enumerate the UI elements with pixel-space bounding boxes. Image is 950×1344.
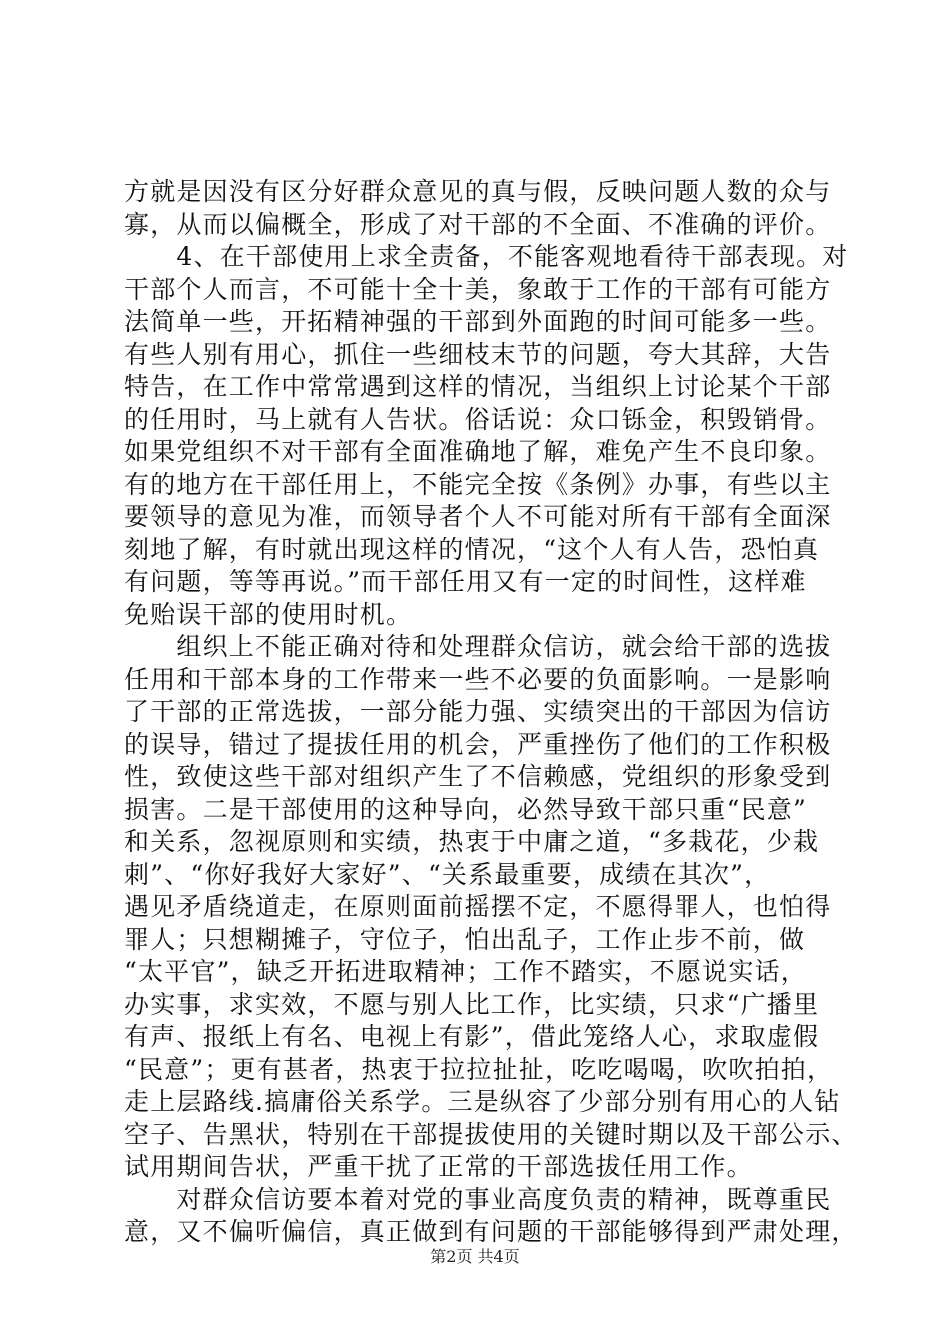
page-footer <box>0 1244 950 1267</box>
text-line: 性，致使这些干部对组织产生了不信赖感，党组织的形象受到 <box>124 762 832 791</box>
text-line: 遇见矛盾绕道走，在原则面前摇摆不定，不愿得罪人，也怕得 <box>124 892 832 921</box>
body-text <box>124 176 858 1249</box>
text-line: 走上层路线.搞庸俗关系学。三是纵容了少部分别有用心的人钻 <box>124 1087 841 1116</box>
text-line: 和关系，忽视原则和实绩，热衷于中庸之道，“多栽花，少栽 <box>124 827 820 856</box>
text-line: 损害。二是干部使用的这种导向，必然导致干部只重“民意” <box>124 794 807 824</box>
text-line: “太平官”，缺乏开拓进取精神；工作不踏实，不愿说实话， <box>124 957 807 986</box>
text-line: 免贻误干部的使用时机。 <box>124 599 413 629</box>
text-line: 有声、报纸上有名、电视上有影”，借此笼络人心，求取虚假 <box>124 1022 820 1051</box>
text-line: 有些人别有用心，抓住一些细枝末节的问题，夸大其辞，大告 <box>124 339 832 369</box>
text-line: 组织上不能正确对待和处理群众信访，就会给干部的选拔 <box>124 632 832 661</box>
text-line: 的误导，错过了提拔任用的机会，严重挫伤了他们的工作积极 <box>124 729 832 759</box>
text-line: 刺”、“你好我好大家好”、“关系最重要，成绩在其次”， <box>124 859 771 889</box>
text-line: 了干部的正常选拔，一部分能力强、实绩突出的干部因为信访 <box>124 697 832 726</box>
text-line: 办实事，求实效，不愿与别人比工作，比实绩，只求“广播里 <box>124 989 820 1019</box>
text-line: 罪人；只想糊摊子，守位子，怕出乱子，工作止步不前，做 <box>124 924 806 954</box>
text-line: 干部个人而言，不可能十全十美，象敢于工作的干部有可能方 <box>124 274 832 304</box>
text-line: 任用和干部本身的工作带来一些不必要的负面影响。一是影响 <box>124 664 832 694</box>
text-line: 有的地方在干部任用上，不能完全按《条例》办事，有些以主 <box>124 469 832 499</box>
text-line: 有问题，等等再说。”而干部任用又有一定的时间性，这样难 <box>124 567 807 596</box>
text-line: 要领导的意见为准，而领导者个人不可能对所有干部有全面深 <box>124 502 832 531</box>
text-line: 特告，在工作中常常遇到这样的情况，当组织上讨论某个干部 <box>124 372 832 401</box>
page-number-label: 第2页 共4页 <box>430 1247 520 1266</box>
text-line: “民意”；更有甚者，热衷于拉拉扯扯，吃吃喝喝，吹吹拍拍， <box>124 1054 834 1084</box>
text-line: 刻地了解，有时就出现这样的情况，“这个人有人告，恐怕真 <box>124 534 820 564</box>
text-line: 试用期间告状，严重干扰了正常的干部选拔任用工作。 <box>124 1152 753 1181</box>
text-line: 寡，从而以偏概全，形成了对干部的不全面、不准确的评价。 <box>124 209 832 239</box>
text-line: 的任用时，马上就有人告状。俗话说：众口铄金，积毁销骨。 <box>124 404 832 434</box>
text-line: 方就是因没有区分好群众意见的真与假，反映问题人数的众与 <box>124 177 832 206</box>
text-line: 4、在干部使用上求全责备，不能客观地看待干部表现。对 <box>124 242 849 271</box>
text-line: 如果党组织不对干部有全面准确地了解，难免产生不良印象。 <box>124 437 832 466</box>
text-line: 空子、告黑状，特别在干部提拔使用的关键时期以及干部公示、 <box>124 1119 858 1149</box>
text-line: 对群众信访要本着对党的事业高度负责的精神，既尊重民 <box>124 1184 832 1214</box>
text-line: 法简单一些，开拓精神强的干部到外面跑的时间可能多一些。 <box>124 307 832 336</box>
text-line: 意，又不偏听偏信，真正做到有问题的干部能够得到严肃处理， <box>124 1217 858 1246</box>
